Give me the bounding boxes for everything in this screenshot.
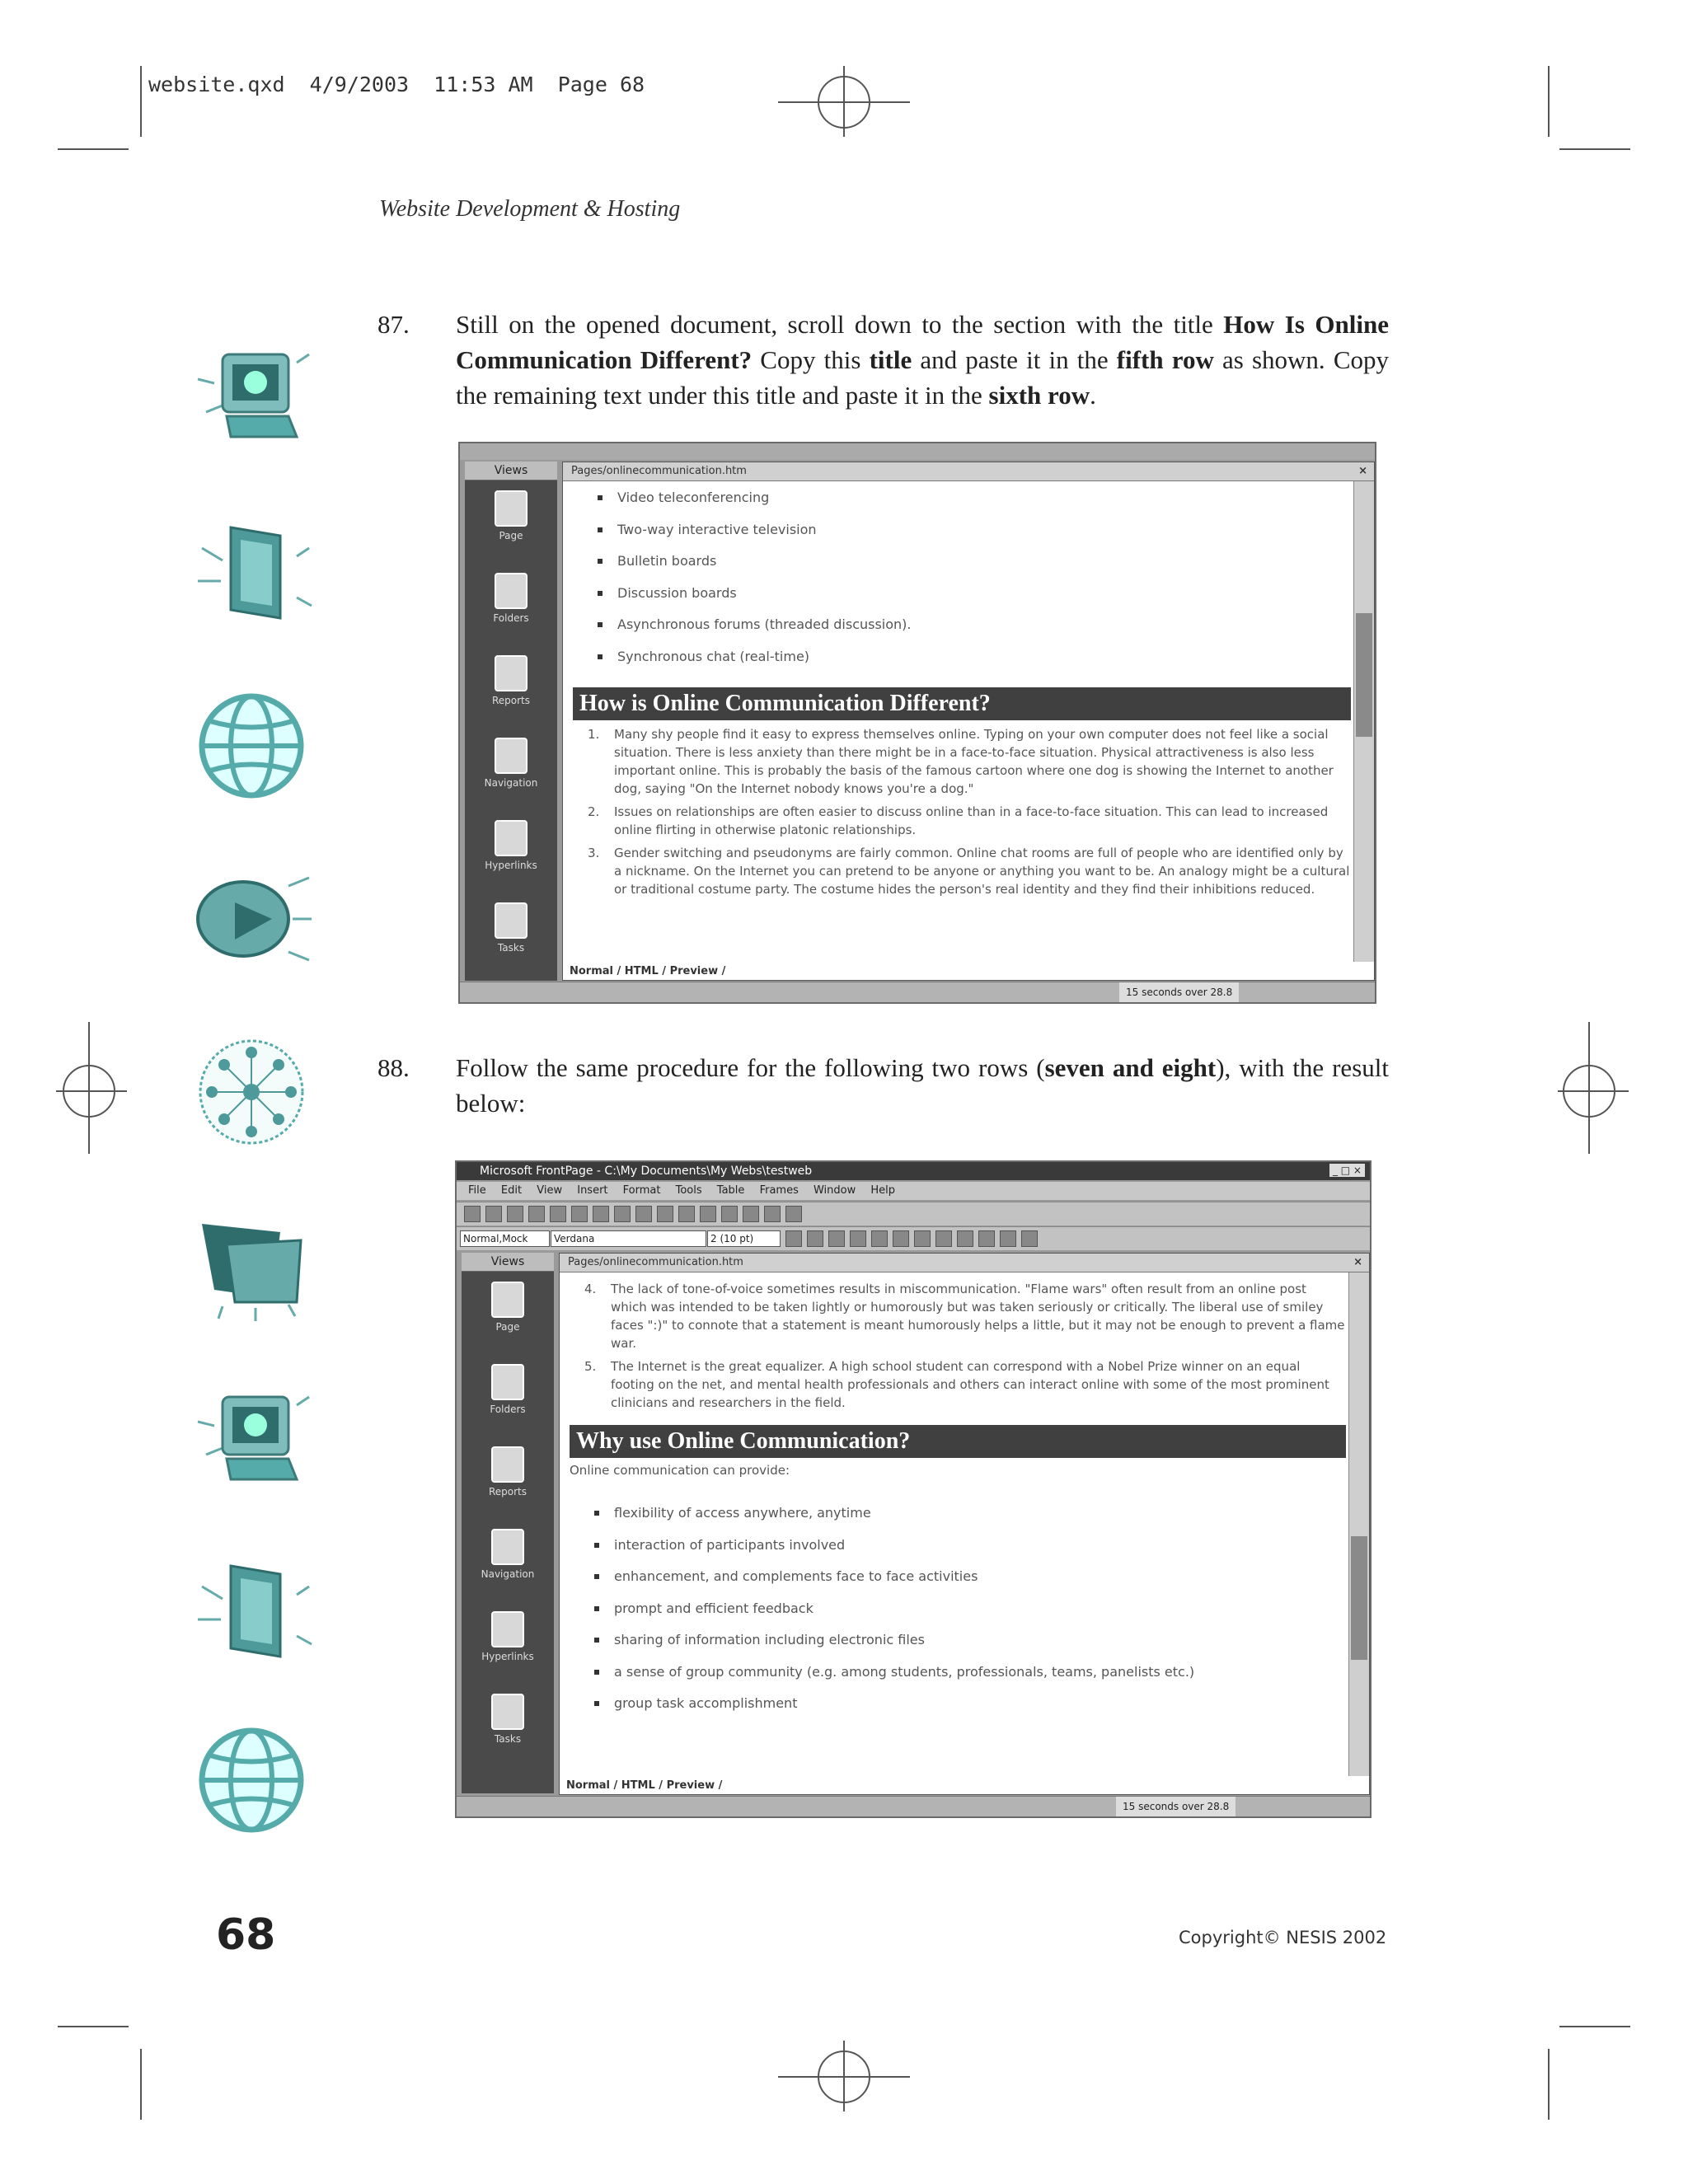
view-label: Folders [493, 612, 529, 624]
numbered-list [573, 725, 1351, 898]
list-item: 5. The Internet is the great equalizer. A high school student can correspond with a Nobel Prize winner on an equal footing on the net, and mental health professionals and others can interact online with some of the most prominent clinicians and researchers in the field. [584, 1359, 1329, 1410]
server-tower-icon [190, 1554, 313, 1669]
document-path-tab[interactable] [560, 1254, 1369, 1272]
help-icon[interactable] [785, 1206, 802, 1222]
open-icon[interactable] [485, 1206, 502, 1222]
document-path-tab[interactable] [563, 462, 1374, 481]
intro-text: Online communication can provide: [570, 1463, 790, 1478]
menu-bar [457, 1182, 1370, 1200]
list-item: a sense of group community (e.g. among students, professionals, teams, panelists etc.) [570, 1657, 1346, 1689]
view-page[interactable] [465, 490, 557, 563]
list-item: 4. The lack of tone-of-voice sometimes results in miscommunication. "Flame wars" often result from an online post which was intended to be taken lightly or humorously but was taken seriously or critically. The liberal use of smiley faces ":)" to connote that a statement is meant humorously helps a little, but it may not be enough to prevent a flame war. [584, 1282, 1345, 1351]
crop-mark [140, 66, 142, 137]
page-icon [491, 1282, 524, 1318]
list-item: Bulletin boards [573, 546, 1351, 578]
text-run: ), with the result below: [456, 1053, 1389, 1118]
step-87-text [456, 307, 1389, 413]
hyperlink-icon[interactable] [721, 1206, 738, 1222]
view-navigation[interactable] [465, 738, 557, 810]
view-label: Reports [488, 1486, 528, 1497]
bold-run: fifth row [1116, 345, 1214, 374]
section-heading: Why use Online Communication? [570, 1425, 1346, 1458]
vertical-scrollbar[interactable] [1353, 481, 1374, 962]
highlight-icon[interactable] [1000, 1230, 1016, 1247]
paragraph-icon[interactable] [764, 1206, 781, 1222]
view-label: Page [495, 1321, 520, 1333]
view-tasks[interactable] [465, 902, 557, 975]
status-text: 15 seconds over 28.8 [1116, 1797, 1236, 1816]
bold-run: seven and eight [1044, 1053, 1217, 1082]
view-hyperlinks[interactable] [462, 1611, 554, 1684]
status-bar [457, 1796, 1370, 1816]
close-icon[interactable]: × [1358, 465, 1367, 477]
outdent-icon[interactable] [957, 1230, 973, 1247]
view-page[interactable] [462, 1282, 554, 1354]
navigation-icon [495, 738, 528, 774]
text-run: as shown. Copy the remaining text under this title and paste it in the [456, 345, 1389, 410]
align-right-icon[interactable] [893, 1230, 909, 1247]
menu-format[interactable]: Format [622, 1184, 661, 1197]
view-mode-tabs[interactable]: Normal / HTML / Preview / [566, 1779, 723, 1792]
list-item: flexibility of access anywhere, anytime [570, 1497, 1346, 1530]
list-item: Two-way interactive television [573, 514, 1351, 546]
document-path: Pages/onlinecommunication.htm [568, 1256, 743, 1268]
list-item: 3. Gender switching and pseudonyms are fairly common. Online chat rooms are full of people who are identified only by a nickname. On the Internet you can pretend to be anyone or anything you want to be. An analogy might be a cultural or traditional costume party. The costume hides the person's real identity and they find their inhibitions reduced. [588, 846, 1350, 897]
slug-line: website.qxd 4/9/2003 11:53 AM Page 68 [148, 73, 645, 96]
standard-toolbar [457, 1202, 1370, 1226]
scroll-thumb[interactable] [1351, 1536, 1367, 1660]
crop-mark [1559, 148, 1630, 150]
globe-icon [190, 1722, 313, 1838]
toolbar-strip [460, 443, 1375, 460]
view-tasks[interactable] [462, 1694, 554, 1766]
views-bar [462, 1253, 554, 1793]
views-bar [465, 462, 557, 981]
list-item: Video teleconferencing [573, 482, 1351, 514]
save-icon[interactable] [507, 1206, 523, 1222]
crop-mark [140, 2049, 142, 2120]
menu-window[interactable]: Window [813, 1184, 856, 1197]
hyperlinks-icon [495, 820, 528, 856]
list-item: Asynchronous forums (threaded discussion). [573, 609, 1351, 641]
views-label: Views [465, 462, 557, 480]
new-icon[interactable] [464, 1206, 481, 1222]
server-tower-icon [190, 515, 313, 630]
list-item: Synchronous chat (real-time) [573, 641, 1351, 673]
view-hyperlinks[interactable] [465, 820, 557, 893]
style-select[interactable]: Normal,Mock [460, 1230, 550, 1247]
view-label: Tasks [494, 1733, 522, 1745]
reports-icon [491, 1446, 524, 1483]
view-navigation[interactable] [462, 1529, 554, 1601]
registration-line [843, 66, 845, 137]
print-icon[interactable] [528, 1206, 545, 1222]
view-reports[interactable] [465, 655, 557, 728]
registration-line [56, 1090, 127, 1092]
frontpage-screenshot-1 [458, 442, 1376, 1004]
copyright-notice: Copyright© NESIS 2002 [1179, 1928, 1387, 1947]
list-item: enhancement, and complements face to face activities [570, 1561, 1346, 1593]
bold-run: sixth row [988, 381, 1090, 410]
vertical-scrollbar[interactable] [1348, 1272, 1369, 1776]
align-left-icon[interactable] [850, 1230, 866, 1247]
scroll-thumb[interactable] [1356, 613, 1372, 737]
preview-icon[interactable] [550, 1206, 566, 1222]
crop-mark [1548, 2049, 1550, 2120]
menu-file[interactable]: File [468, 1184, 486, 1197]
window-controls[interactable]: _ □ × [1329, 1164, 1365, 1177]
crop-mark [1559, 2026, 1630, 2027]
numbered-list [570, 1280, 1346, 1412]
menu-tools[interactable]: Tools [675, 1184, 702, 1197]
bullets-icon[interactable] [935, 1230, 952, 1247]
menu-help[interactable]: Help [870, 1184, 896, 1197]
menu-edit[interactable]: Edit [500, 1184, 523, 1197]
registration-line [88, 1022, 90, 1154]
align-center-icon[interactable] [871, 1230, 888, 1247]
view-label: Hyperlinks [481, 1651, 534, 1662]
bold-run: How Is Online Communication Different? [456, 310, 1389, 374]
views-label: Views [462, 1253, 554, 1272]
text-run: Copy this [752, 345, 870, 374]
text-run: . [1090, 381, 1096, 410]
registration-line [843, 2041, 845, 2111]
bold-icon[interactable] [785, 1230, 802, 1247]
numbering-icon[interactable] [914, 1230, 931, 1247]
crop-mark [58, 148, 129, 150]
format-buttons [783, 1227, 1040, 1254]
folders-icon [491, 1364, 524, 1400]
table-icon[interactable] [700, 1206, 716, 1222]
spell-icon[interactable] [571, 1206, 588, 1222]
step-88-text [456, 1050, 1389, 1121]
menu-insert[interactable]: Insert [577, 1184, 608, 1197]
tasks-icon [491, 1694, 524, 1730]
list-item: group task accomplishment [570, 1688, 1346, 1720]
menu-table[interactable]: Table [716, 1184, 745, 1197]
list-item: 1. Many shy people find it easy to express themselves online. Typing on your own computer does not feel like a social situation. There is less anxiety than there might be in a face-to-face situation. Physical attractiveness is also less important online. This is probably the basis of the famous cartoon where one dog is showing the Internet to another dog, saying "On the Internet nobody knows you're a dog." [588, 727, 1334, 796]
view-folders[interactable] [462, 1364, 554, 1436]
refresh-icon[interactable] [743, 1206, 759, 1222]
view-label: Folders [490, 1404, 526, 1415]
font-select[interactable]: Verdana [551, 1230, 706, 1247]
crop-mark [1548, 66, 1550, 137]
document-path: Pages/onlinecommunication.htm [571, 465, 747, 477]
list-item: 2. Issues on relationships are often easier to discuss online than in a face-to-face situation. This can lead to increased online flirting in otherwise platonic relationships. [588, 804, 1329, 837]
document-pane [559, 1253, 1370, 1795]
window-titlebar [457, 1162, 1370, 1180]
paste-icon[interactable] [635, 1206, 652, 1222]
frontpage-screenshot-2 [455, 1160, 1372, 1818]
list-item: sharing of information including electronic files [570, 1624, 1346, 1657]
bold-run: title [869, 345, 912, 374]
indent-icon[interactable] [978, 1230, 995, 1247]
underline-icon[interactable] [828, 1230, 845, 1247]
list-item: interaction of participants involved [570, 1530, 1346, 1562]
hyperlinks-icon [491, 1611, 524, 1647]
step-number: 87. [377, 310, 410, 339]
window-title: Microsoft FrontPage - C:\My Documents\My Webs\testweb [480, 1165, 813, 1178]
status-text: 15 seconds over 28.8 [1119, 982, 1239, 1002]
list-item: prompt and efficient feedback [570, 1593, 1346, 1625]
document-pane [562, 462, 1375, 981]
navigation-icon [491, 1529, 524, 1565]
registration-line [1588, 1022, 1590, 1154]
computer-icon [190, 1380, 313, 1496]
status-bar [460, 982, 1375, 1002]
view-mode-tabs[interactable]: Normal / HTML / Preview / [570, 965, 726, 977]
view-reports[interactable] [462, 1446, 554, 1519]
folders-icon [495, 573, 528, 609]
text-run: and paste it in the [912, 345, 1117, 374]
step-number: 88. [377, 1053, 410, 1082]
view-label: Hyperlinks [485, 860, 537, 871]
text-run: Follow the same procedure for the following two rows ( [456, 1053, 1045, 1082]
network-hub-icon [190, 1034, 313, 1150]
section-heading: How is Online Communication Different? [573, 687, 1351, 720]
undo-icon[interactable] [657, 1206, 673, 1222]
view-label: Navigation [481, 1568, 535, 1580]
globe-icon [190, 688, 313, 804]
italic-icon[interactable] [807, 1230, 823, 1247]
cut-icon[interactable] [593, 1206, 609, 1222]
tasks-icon [495, 902, 528, 939]
view-label: Page [499, 530, 523, 541]
formatting-toolbar [457, 1226, 1370, 1250]
size-select[interactable]: 2 (10 pt) [707, 1230, 781, 1247]
running-head: Website Development & Hosting [379, 196, 681, 222]
view-label: Navigation [484, 777, 538, 789]
folder-icon [190, 1207, 313, 1323]
menu-view[interactable]: View [537, 1184, 563, 1197]
reports-icon [495, 655, 528, 691]
redo-icon[interactable] [678, 1206, 695, 1222]
view-label: Reports [491, 695, 531, 706]
list-item: Discussion boards [573, 578, 1351, 610]
page-icon [495, 490, 528, 527]
menu-frames[interactable]: Frames [759, 1184, 799, 1197]
document-content [570, 1275, 1346, 1720]
view-folders[interactable] [465, 573, 557, 645]
view-label: Tasks [497, 942, 525, 954]
satellite-dish-icon [190, 861, 313, 977]
page-number: 68 [216, 1910, 276, 1960]
document-content [573, 482, 1351, 903]
computer-icon [190, 338, 313, 453]
close-icon[interactable]: × [1353, 1256, 1362, 1268]
font-color-icon[interactable] [1021, 1230, 1038, 1247]
copy-icon[interactable] [614, 1206, 631, 1222]
text-run: Still on the opened document, scroll down to the section with the title [456, 310, 1224, 339]
crop-mark [58, 2026, 129, 2027]
registration-line [1558, 1090, 1629, 1092]
